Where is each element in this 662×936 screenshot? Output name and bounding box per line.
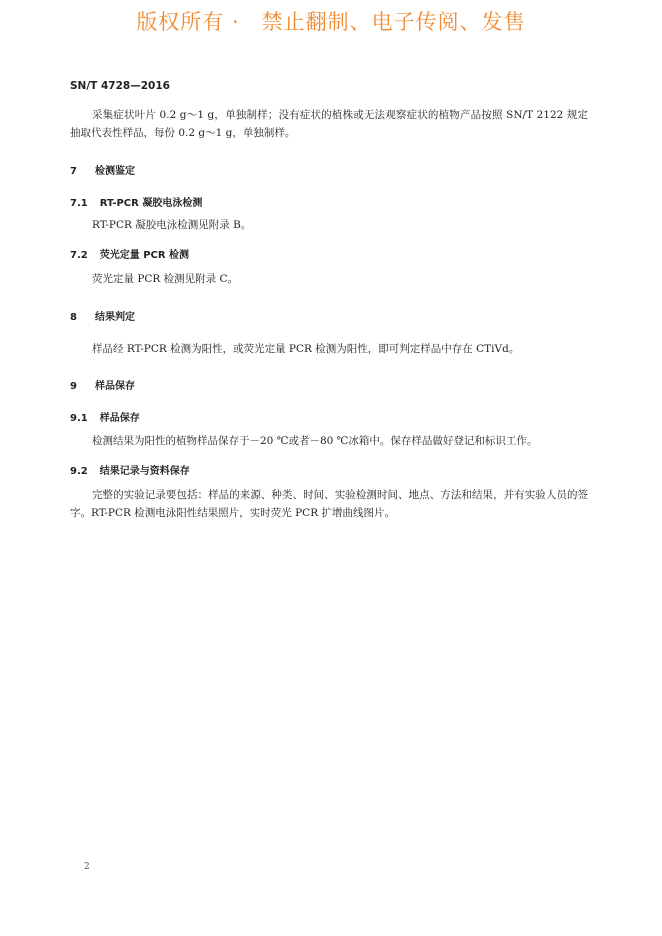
section-title: 荧光定量 PCR 检测 <box>99 250 190 261</box>
section-title: 检测鉴定 <box>94 166 135 177</box>
section-7-1-body: RT-PCR 凝胶电泳检测见附录 B。 <box>92 219 252 231</box>
section-title: 结果判定 <box>94 312 135 323</box>
section-title: 结果记录与资料保存 <box>99 466 190 477</box>
section-7-heading <box>70 162 135 177</box>
section-8-heading <box>70 308 135 323</box>
section-number: 7.2 <box>70 250 88 261</box>
section-number: 7 <box>70 166 77 177</box>
section-9-2-body: 完整的实验记录要包括：样品的来源、种类、时间、实验检测时间、地点、方法和结果，并有实验人员的签字。RT-PCR 检测电泳阳性结果照片，实时荧光 PCR 扩增曲线图片。 <box>70 489 588 519</box>
section-title: 样品保存 <box>99 413 140 424</box>
section-number: 9 <box>70 381 77 392</box>
section-7-1-heading <box>70 194 202 209</box>
page-number: 2 <box>84 862 90 872</box>
section-7-2-heading <box>70 246 189 261</box>
section-title: 样品保存 <box>94 381 135 392</box>
section-number: 9.2 <box>70 466 88 477</box>
section-number: 9.1 <box>70 413 88 424</box>
section-9-2-heading <box>70 462 190 477</box>
section-number: 8 <box>70 312 77 323</box>
section-7-2-body: 荧光定量 PCR 检测见附录 C。 <box>92 273 239 285</box>
section-9-heading <box>70 377 135 392</box>
section-number: 7.1 <box>70 198 88 209</box>
watermark-text: 版权所有 · 禁止翻制、电子传阅、发售 <box>136 10 526 34</box>
standard-code: SN/T 4728—2016 <box>70 80 170 92</box>
section-9-1-heading <box>70 409 140 424</box>
intro-paragraph-text: 采集症状叶片 0.2 g～1 g，单独制样；没有症状的植株或无法观察症状的植物产品按照 SN/T 2122 规定抽取代表性样品，每份 0.2 g～1 g，单独制样。 <box>70 109 588 139</box>
intro-paragraph <box>70 106 588 142</box>
section-9-1-body: 检测结果为阳性的植物样品保存于－20 ℃或者－80 ℃冰箱中。保存样品做好登记和标识工作。 <box>92 435 538 447</box>
section-8-body: 样品经 RT-PCR 检测为阳性，或荧光定量 PCR 检测为阳性，即可判定样品中存在 CTiVd。 <box>92 343 520 355</box>
section-title: RT-PCR 凝胶电泳检测 <box>99 198 203 209</box>
